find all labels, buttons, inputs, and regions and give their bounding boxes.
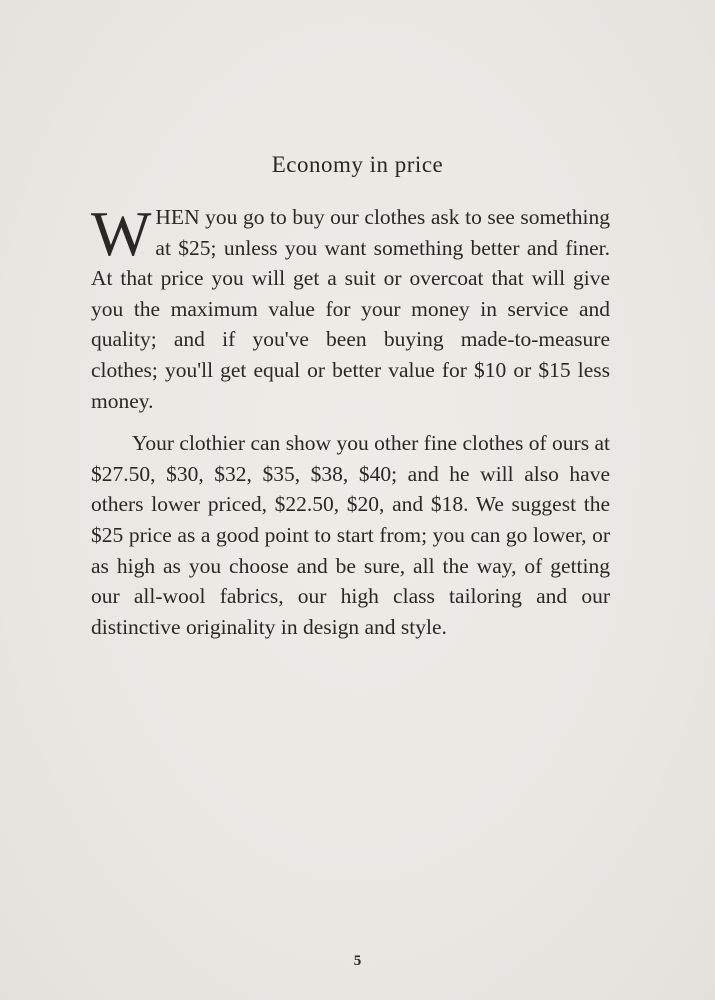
- paragraph-lead: HEN: [155, 205, 200, 229]
- paragraph-text: you go to buy our clothes ask to see something at $25; unless you want something better and finer. At that price you will get a suit or overcoat that will give you the maximum value for your money in service and quality; and if you've been buying made-to-measure clothes; you'll get equal or better value for $10 or $15 less money.: [91, 205, 610, 413]
- page-number: 5: [353, 953, 362, 969]
- drop-cap: W: [91, 198, 150, 269]
- page-body: [91, 198, 610, 642]
- paragraph-2: [91, 428, 610, 642]
- paragraph-1: [91, 198, 610, 416]
- paragraph-text: Your clothier can show you other fine clothes of ours at $27.50, $30, $32, $35, $38, $40; and he will also have others lower priced, $22.50, $20, and $18. We suggest the $25 price as a good point to start from; you can go lower, or as high as you choose and be sure, all the way, of getting our all-wool fabrics, our high class tailoring and our distinctive originality in design and style.: [91, 431, 610, 639]
- page-title: Economy in price: [271, 152, 444, 177]
